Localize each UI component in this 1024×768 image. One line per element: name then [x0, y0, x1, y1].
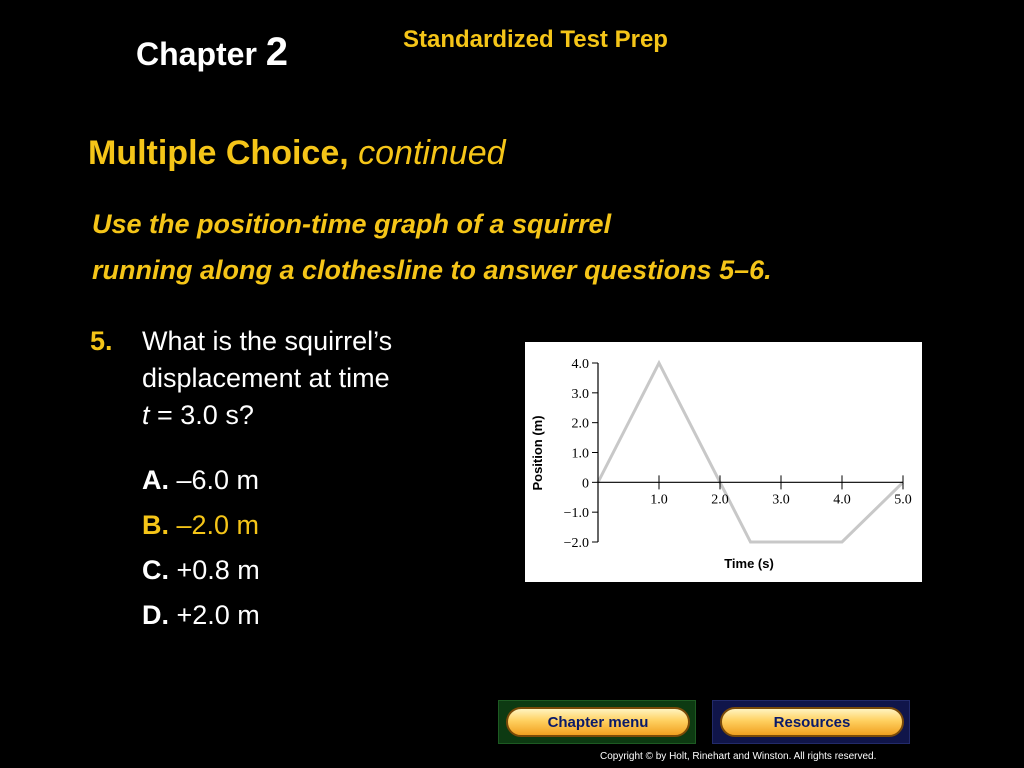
time-variable: t: [142, 400, 150, 430]
y-axis-label: Position (m): [530, 415, 545, 491]
chapter-menu-frame: [498, 700, 696, 744]
x-tick-label: 4.0: [833, 492, 851, 508]
choice-letter: C.: [142, 555, 169, 585]
y-tick-label: −2.0: [563, 536, 589, 551]
x-tick-label: 1.0: [650, 492, 668, 508]
y-tick-label: 4.0: [571, 357, 589, 372]
slide-title: [88, 134, 506, 173]
instruction-line-2: running along a clothesline to answer questions 5–6.: [92, 255, 772, 285]
resources-button[interactable]: Resources: [720, 707, 904, 737]
slide-title-main: Multiple Choice,: [88, 134, 349, 172]
chapter-number: 2: [265, 30, 289, 74]
instruction-line-1: Use the position-time graph of a squirrel: [92, 209, 612, 239]
resources-frame: [712, 700, 910, 744]
series-line: [598, 363, 903, 542]
choice-letter: A.: [142, 465, 169, 495]
choice-text: +0.8 m: [169, 555, 260, 585]
choice-text: –6.0 m: [169, 465, 260, 495]
question-line-3: [142, 400, 254, 431]
chapter-label: Chapter: [136, 36, 257, 72]
y-tick-label: 1.0: [571, 446, 589, 462]
choice-letter: B.: [142, 510, 169, 540]
y-tick-label: 3.0: [571, 386, 589, 402]
question-line-1: What is the squirrel’s: [142, 326, 393, 356]
choice-a: [142, 465, 259, 496]
chapter-menu-button[interactable]: Chapter menu: [506, 707, 690, 737]
choice-c: [142, 555, 260, 586]
choice-b: [142, 510, 259, 541]
choice-letter: D.: [142, 600, 169, 630]
copyright-notice: Copyright © by Holt, Rinehart and Winston. All rights reserved.: [600, 751, 877, 762]
question-number: 5.: [90, 326, 113, 356]
x-axis-label: Time (s): [724, 556, 774, 571]
slide-title-continued: continued: [358, 134, 506, 172]
y-tick-label: 2.0: [571, 416, 589, 432]
x-tick-label: 3.0: [772, 492, 790, 508]
choice-text: –2.0 m: [169, 510, 260, 540]
chapter-heading: [136, 30, 288, 75]
x-tick-label: 5.0: [894, 492, 912, 508]
position-time-graph: [525, 342, 922, 582]
section-title: Standardized Test Prep: [403, 26, 668, 53]
time-value: = 3.0 s?: [149, 400, 254, 430]
choice-d: [142, 600, 260, 631]
choice-text: +2.0 m: [169, 600, 260, 630]
x-tick-label: 2.0: [711, 492, 729, 508]
graph-svg: [525, 342, 922, 582]
y-tick-label: −1.0: [563, 506, 589, 522]
question-line-2: displacement at time: [142, 363, 390, 393]
y-tick-label: 0: [582, 476, 589, 492]
